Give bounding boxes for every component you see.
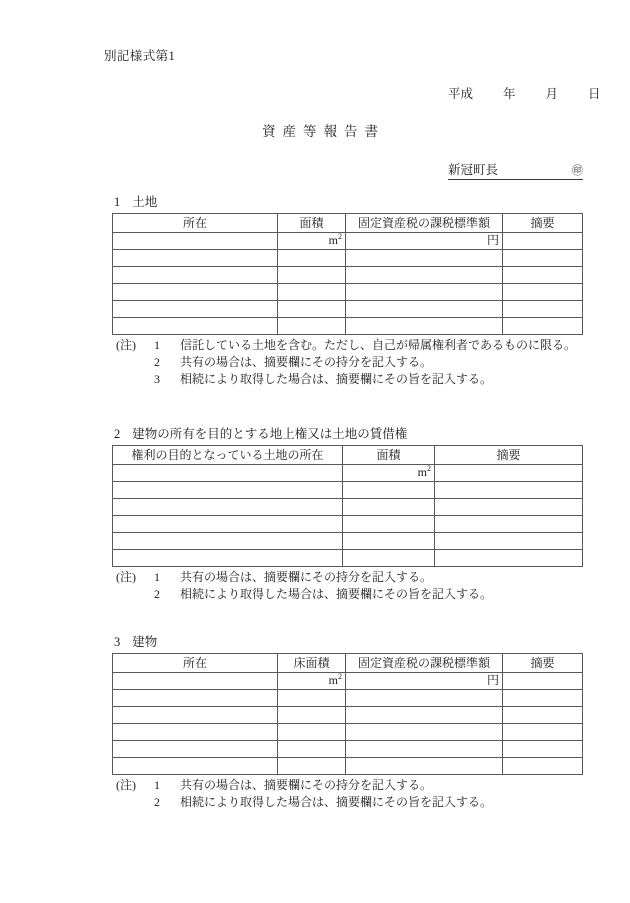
cell-remarks[interactable] — [503, 758, 583, 775]
form-code: 別記様式第1 — [104, 49, 176, 63]
note-number: 1 — [154, 338, 160, 352]
table-body — [113, 673, 583, 775]
cell-amount[interactable] — [346, 301, 503, 318]
cell-amount[interactable] — [346, 707, 503, 724]
cell-area[interactable] — [278, 724, 346, 741]
note-item — [116, 569, 582, 586]
cell-location[interactable] — [113, 758, 278, 775]
table-body — [113, 465, 583, 567]
cell-area[interactable] — [343, 533, 435, 550]
cell-area[interactable] — [278, 318, 346, 335]
note-item — [116, 777, 582, 794]
section-tatemono — [112, 632, 582, 811]
note-item — [116, 371, 582, 388]
cell-area-unit[interactable] — [278, 233, 346, 250]
table-row[interactable] — [113, 250, 583, 267]
notes-label: (注) — [116, 778, 136, 792]
section-number: 2 — [114, 427, 121, 441]
note-item — [116, 586, 582, 603]
column-header-location: 権利の目的となっている土地の所在 — [113, 446, 343, 465]
note-number: 1 — [154, 570, 160, 584]
cell-area[interactable] — [278, 690, 346, 707]
assets-table-leasehold — [112, 445, 583, 567]
cell-location[interactable] — [113, 690, 278, 707]
column-header-remarks: 摘要 — [435, 446, 583, 465]
cell-amount[interactable] — [346, 741, 503, 758]
cell-location[interactable] — [113, 233, 278, 250]
column-header-remarks: 摘要 — [503, 214, 583, 233]
note-text: 相続により取得した場合は、摘要欄にその旨を記入する。 — [180, 795, 493, 809]
assets-table-building — [112, 653, 583, 775]
note-text: 相続により取得した場合は、摘要欄にその旨を記入する。 — [180, 372, 493, 386]
table-row[interactable] — [113, 758, 583, 775]
table-row-units[interactable] — [113, 465, 583, 482]
cell-remarks[interactable] — [435, 533, 583, 550]
table-row[interactable] — [113, 724, 583, 741]
note-text: 相続により取得した場合は、摘要欄にその旨を記入する。 — [180, 587, 493, 601]
unit-square-meter: m — [417, 465, 427, 479]
note-number: 2 — [154, 587, 160, 601]
cell-location[interactable] — [113, 724, 278, 741]
cell-remarks[interactable] — [435, 516, 583, 533]
date-year-label: 年 — [503, 87, 516, 101]
cell-remarks[interactable] — [503, 284, 583, 301]
column-header-area: 面積 — [343, 446, 435, 465]
notes-block — [112, 337, 582, 388]
section-number: 1 — [114, 195, 121, 209]
table-row[interactable] — [113, 318, 583, 335]
unit-yen: 円 — [486, 673, 499, 687]
section-title: 建物 — [132, 635, 158, 649]
cell-amount[interactable] — [346, 758, 503, 775]
cell-area[interactable] — [278, 707, 346, 724]
unit-square-meter: m — [328, 673, 338, 687]
note-text: 共有の場合は、摘要欄にその持分を記入する。 — [180, 570, 433, 584]
cell-amount-unit[interactable] — [346, 673, 503, 690]
note-text: 共有の場合は、摘要欄にその持分を記入する。 — [180, 355, 433, 369]
notes-block — [112, 569, 582, 603]
unit-superscript: 2 — [338, 672, 342, 681]
note-text: 共有の場合は、摘要欄にその持分を記入する。 — [180, 778, 433, 792]
notes-label-spacer — [116, 371, 148, 388]
unit-superscript: 2 — [427, 464, 431, 473]
note-item — [116, 337, 582, 354]
section-tochi — [112, 192, 582, 388]
table-row[interactable] — [113, 550, 583, 567]
table-row[interactable] — [113, 499, 583, 516]
cell-location[interactable] — [113, 499, 343, 516]
unit-superscript: 2 — [338, 232, 342, 241]
note-number: 3 — [154, 372, 160, 386]
table-header-row — [113, 446, 583, 465]
cell-location[interactable] — [113, 550, 343, 567]
cell-location[interactable] — [113, 465, 343, 482]
cell-area[interactable] — [343, 499, 435, 516]
cell-area[interactable] — [278, 758, 346, 775]
cell-amount-unit[interactable] — [346, 233, 503, 250]
cell-location[interactable] — [113, 482, 343, 499]
cell-remarks[interactable] — [503, 250, 583, 267]
unit-yen: 円 — [486, 233, 499, 247]
cell-area[interactable] — [278, 250, 346, 267]
assets-table-land — [112, 213, 583, 335]
column-header-area: 面積 — [278, 214, 346, 233]
cell-location[interactable] — [113, 741, 278, 758]
cell-location[interactable] — [113, 267, 278, 284]
section-heading — [112, 192, 582, 210]
table-body — [113, 233, 583, 335]
unit-square-meter: m — [328, 233, 338, 247]
seal-icon: ㊞ — [572, 165, 583, 177]
section-title: 土地 — [132, 195, 158, 209]
cell-remarks[interactable] — [503, 267, 583, 284]
cell-location[interactable] — [113, 318, 278, 335]
note-item — [116, 794, 582, 811]
table-row[interactable] — [113, 267, 583, 284]
cell-area-unit[interactable] — [278, 673, 346, 690]
note-item — [116, 354, 582, 371]
column-header-location: 所在 — [113, 214, 278, 233]
notes-label: (注) — [116, 570, 136, 584]
notes-label-spacer — [116, 794, 148, 811]
cell-remarks[interactable] — [503, 724, 583, 741]
cell-location[interactable] — [113, 284, 278, 301]
cell-amount[interactable] — [346, 318, 503, 335]
column-header-remarks: 摘要 — [503, 654, 583, 673]
notes-label-spacer — [116, 354, 148, 371]
cell-remarks[interactable] — [435, 499, 583, 516]
table-row[interactable] — [113, 533, 583, 550]
section-number: 3 — [114, 635, 121, 649]
table-row[interactable] — [113, 284, 583, 301]
cell-amount[interactable] — [346, 250, 503, 267]
cell-remarks[interactable] — [503, 690, 583, 707]
cell-location[interactable] — [113, 250, 278, 267]
cell-location[interactable] — [113, 516, 343, 533]
note-text: 信託している土地を含む。ただし、自己が帰属権利者であるものに限る。 — [180, 338, 577, 352]
cell-remarks[interactable] — [503, 741, 583, 758]
cell-area[interactable] — [278, 284, 346, 301]
table-row[interactable] — [113, 690, 583, 707]
cell-remarks[interactable] — [435, 482, 583, 499]
cell-remarks[interactable] — [503, 707, 583, 724]
cell-remarks[interactable] — [503, 673, 583, 690]
column-header-tax-base: 固定資産税の課税標準額 — [346, 654, 503, 673]
cell-remarks[interactable] — [503, 233, 583, 250]
section-leasehold — [112, 424, 582, 603]
notes-block — [112, 777, 582, 811]
date-month-label: 月 — [545, 87, 559, 101]
document-title: 資産等報告書 — [262, 124, 385, 139]
table-row[interactable] — [113, 482, 583, 499]
signee-line — [448, 160, 583, 180]
cell-area-unit[interactable] — [343, 465, 435, 482]
cell-location[interactable] — [113, 533, 343, 550]
note-number: 2 — [154, 355, 160, 369]
note-number: 1 — [154, 778, 160, 792]
table-row-units[interactable] — [113, 673, 583, 690]
table-row[interactable] — [113, 741, 583, 758]
cell-location[interactable] — [113, 673, 278, 690]
table-header-row — [113, 654, 583, 673]
cell-remarks[interactable] — [435, 550, 583, 567]
table-header-row — [113, 214, 583, 233]
notes-label: (注) — [116, 338, 136, 352]
note-number: 2 — [154, 795, 160, 809]
date-day-label: 日 — [588, 87, 601, 101]
cell-location[interactable] — [113, 707, 278, 724]
date-era-label: 平成 — [448, 87, 474, 101]
table-row[interactable] — [113, 301, 583, 318]
cell-remarks[interactable] — [435, 465, 583, 482]
cell-location[interactable] — [113, 301, 278, 318]
section-title: 建物の所有を目的とする地上権又は土地の賃借権 — [132, 427, 408, 441]
cell-amount[interactable] — [346, 284, 503, 301]
cell-area[interactable] — [278, 741, 346, 758]
table-row[interactable] — [113, 516, 583, 533]
table-row-units[interactable] — [113, 233, 583, 250]
cell-amount[interactable] — [346, 690, 503, 707]
column-header-location: 所在 — [113, 654, 278, 673]
table-row[interactable] — [113, 707, 583, 724]
cell-area[interactable] — [278, 301, 346, 318]
cell-area[interactable] — [343, 482, 435, 499]
section-heading — [112, 632, 582, 650]
cell-remarks[interactable] — [503, 318, 583, 335]
cell-area[interactable] — [343, 550, 435, 567]
cell-remarks[interactable] — [503, 301, 583, 318]
cell-amount[interactable] — [346, 267, 503, 284]
cell-amount[interactable] — [346, 724, 503, 741]
cell-area[interactable] — [278, 267, 346, 284]
signee-name: 新冠町長 — [448, 163, 499, 177]
notes-label-spacer — [116, 586, 148, 603]
column-header-floor-area: 床面積 — [278, 654, 346, 673]
date-line — [448, 84, 601, 102]
column-header-tax-base: 固定資産税の課税標準額 — [346, 214, 503, 233]
section-heading — [112, 424, 582, 442]
cell-area[interactable] — [343, 516, 435, 533]
